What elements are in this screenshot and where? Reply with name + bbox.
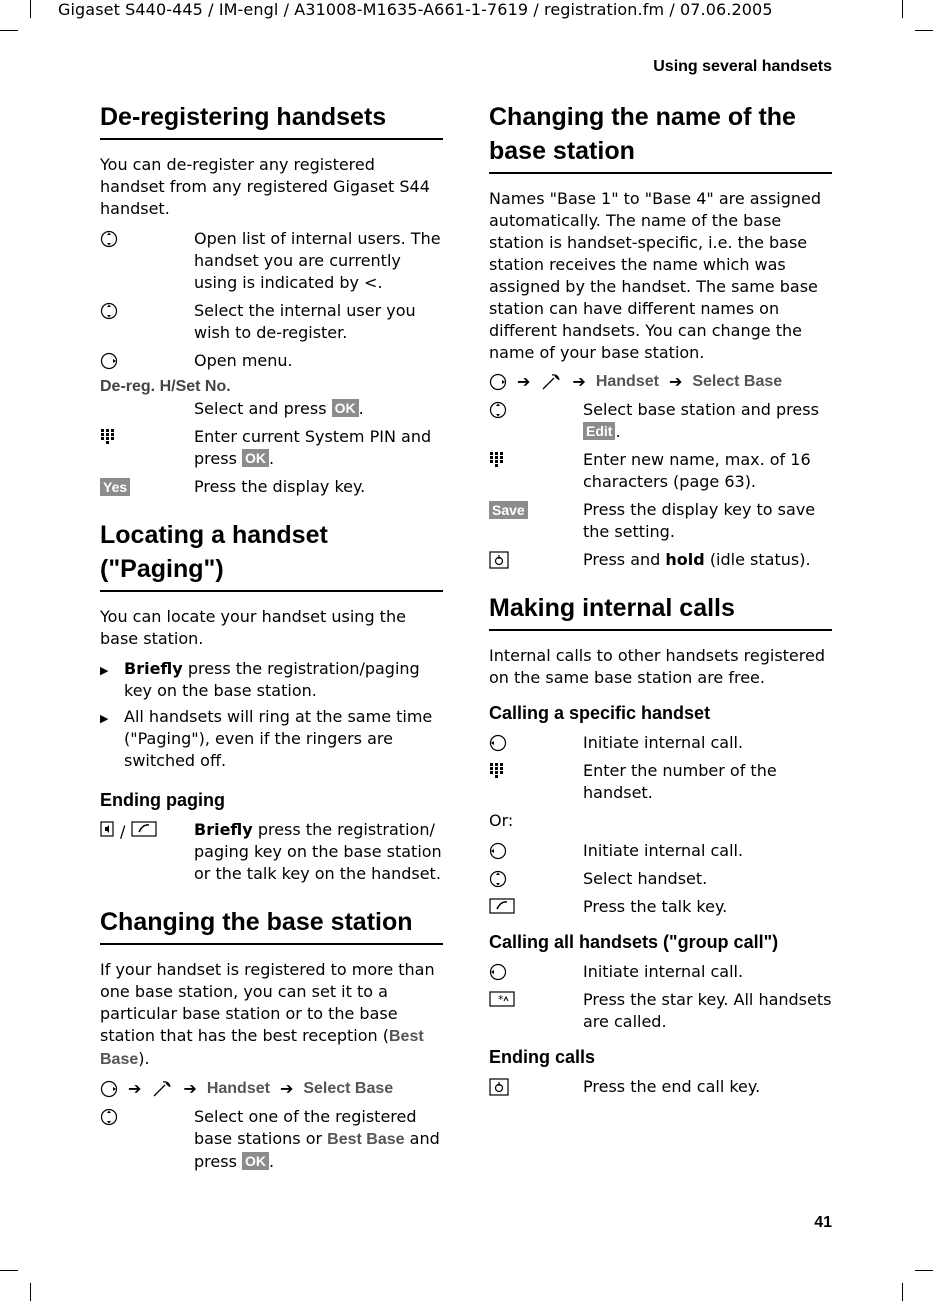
menu-select-base: Select Base (303, 1079, 394, 1097)
step-row (100, 476, 443, 498)
bullet-arrow-icon: ▶ (100, 664, 109, 677)
step-text: Initiate internal call. (583, 841, 744, 860)
settings-wrench-icon (540, 373, 562, 391)
step-row (489, 961, 832, 983)
end-call-key-icon (489, 549, 583, 571)
save-key: Save (489, 501, 528, 519)
step-row (489, 732, 832, 754)
step-text: Press the talk key. (583, 897, 728, 916)
arrow-icon: ➔ (572, 372, 586, 391)
step-text: Open list of internal users. The handset you are currently using is indicated by <. (194, 229, 441, 292)
talk-key-icon (489, 896, 583, 918)
menu-select-base: Select Base (692, 372, 783, 390)
talk-key-icon (131, 821, 157, 837)
page-number: 41 (814, 1214, 832, 1231)
crop-mark (915, 1270, 933, 1271)
control-key-icon (100, 1080, 118, 1098)
crop-mark (915, 30, 933, 31)
step-row (489, 449, 832, 493)
step-row: Select one of the registered base stations or Best Base and press OK . (100, 1106, 443, 1173)
step-row (489, 868, 832, 890)
menu-path (100, 1079, 443, 1098)
step-row (489, 499, 832, 543)
step-text: Press the end call key. (583, 1077, 761, 1096)
intro-text: You can de-register any registered handset from any registered Gigaset S44 handset. (100, 155, 430, 218)
running-title: Using several handsets (653, 58, 832, 75)
bullet-arrow-icon: ▶ (100, 712, 109, 725)
arrow-icon: ➔ (128, 1079, 142, 1098)
subsection-title: Ending paging (100, 790, 225, 810)
step-row (489, 840, 832, 862)
step-row: Enter current System PIN and press OK . (100, 426, 443, 470)
section-title-changing-base: Changing the base station (100, 905, 443, 945)
step-row (100, 228, 443, 294)
section-title-locating: Locating a handset ("Paging") (100, 518, 443, 592)
step-row: / Briefly press the registration/ paging key on the base station or the talk key on the handset. (100, 819, 443, 885)
control-key-icon (100, 350, 194, 372)
settings-wrench-icon (151, 1080, 173, 1098)
step-row (100, 300, 443, 344)
step-text: Select and press (194, 399, 327, 418)
arrow-icon: ➔ (183, 1079, 197, 1098)
bullet-item: ▶ All handsets will ring at the same time ("Paging"), even if the ringers are switched off. (100, 707, 433, 770)
step-text: Select the internal user you wish to de-register. (194, 301, 416, 342)
control-key-icon (100, 228, 194, 294)
star-key-icon (489, 989, 583, 1033)
step-row: Select base station and press Edit . (489, 399, 832, 443)
step-text: Select handset. (583, 869, 708, 888)
crop-mark (0, 30, 18, 31)
step-text: Press the star key. All handsets are called. (583, 990, 832, 1031)
step-row (100, 350, 443, 372)
bullet-item: ▶ Briefly press the registration/paging key on the base station. (100, 659, 420, 700)
control-key-icon (100, 1106, 194, 1173)
control-key-icon (489, 868, 583, 890)
document-header: Gigaset S440-445 / IM-engl / A31008-M1635-A661-1-7619 / registration.fm / 07.06.2005 (58, 0, 773, 19)
section-title-deregistering: De-registering handsets (100, 100, 443, 140)
crop-mark (902, 1283, 903, 1301)
yes-key: Yes (100, 478, 130, 496)
step-text: Initiate internal call. (583, 962, 744, 981)
intro-text: Internal calls to other handsets registered on the same base station are free. (489, 646, 825, 687)
svg-text:*: * (498, 993, 504, 1006)
keypad-icon (489, 760, 583, 804)
arrow-icon: ➔ (668, 372, 683, 391)
control-key-icon (489, 961, 583, 983)
step-row: Press and hold (idle status). (489, 549, 832, 571)
control-key-icon (489, 399, 583, 443)
menu-item-label: De-reg. H/Set No. (100, 378, 231, 395)
step-row (489, 760, 832, 804)
control-key-icon (489, 732, 583, 754)
menu-path (489, 372, 832, 391)
keypad-icon (489, 449, 583, 493)
section-title-changing-name: Changing the name of the base station (489, 100, 832, 174)
ok-key: OK (242, 449, 269, 467)
control-key-icon (489, 373, 507, 391)
step-text: Enter new name, max. of 16 characters (page 63). (583, 450, 811, 491)
subsection-title: Ending calls (489, 1047, 596, 1067)
or-label: Or: (489, 811, 514, 830)
step-text: Initiate internal call. (583, 733, 744, 752)
control-key-icon (489, 840, 583, 862)
arrow-icon: ➔ (279, 1079, 294, 1098)
step-text: Enter current System PIN and press (194, 427, 432, 468)
crop-mark (902, 0, 903, 18)
left-column (100, 100, 443, 1179)
menu-handset: Handset (206, 1079, 270, 1097)
menu-handset: Handset (595, 372, 659, 390)
step-text: Enter the number of the handset. (583, 761, 777, 802)
separator: / (120, 822, 126, 841)
subsection-title: Calling all handsets ("group call") (489, 932, 779, 952)
section-title-internal-calls: Making internal calls (489, 591, 832, 631)
step-text: Press the display key to save the setting. (583, 500, 816, 541)
intro-text: You can locate your handset using the base station. (100, 607, 406, 648)
end-call-key-icon (489, 1076, 583, 1098)
keypad-icon (100, 426, 194, 470)
step-text: Press the display key. (194, 477, 366, 496)
crop-mark (0, 1270, 18, 1271)
arrow-icon: ➔ (517, 372, 531, 391)
ok-key: OK (332, 399, 359, 417)
intro-text: Names "Base 1" to "Base 4" are assigned automatically. The name of the base station is handset-specific, i.e. the base station receives the name which was assigned by the handset. The same base station can have different names on different handsets. You can change the name of your base station. (489, 189, 822, 362)
crop-mark (30, 0, 31, 18)
step-text: Open menu. (194, 351, 293, 370)
step-row (489, 989, 832, 1033)
edit-key: Edit (583, 422, 615, 440)
step-row (489, 896, 832, 918)
step-row (489, 1076, 832, 1098)
paging-key-icon (100, 821, 114, 837)
crop-mark (30, 1283, 31, 1301)
control-key-icon (100, 300, 194, 344)
ok-key: OK (242, 1152, 269, 1170)
right-column (489, 100, 832, 1104)
subsection-title: Calling a specific handset (489, 703, 711, 723)
intro-text: If your handset is registered to more than one base station, you can set it to a particular base station or to the base station that has the best reception (Best Base). (100, 960, 435, 1068)
step-row: Select and press OK . (194, 399, 364, 418)
